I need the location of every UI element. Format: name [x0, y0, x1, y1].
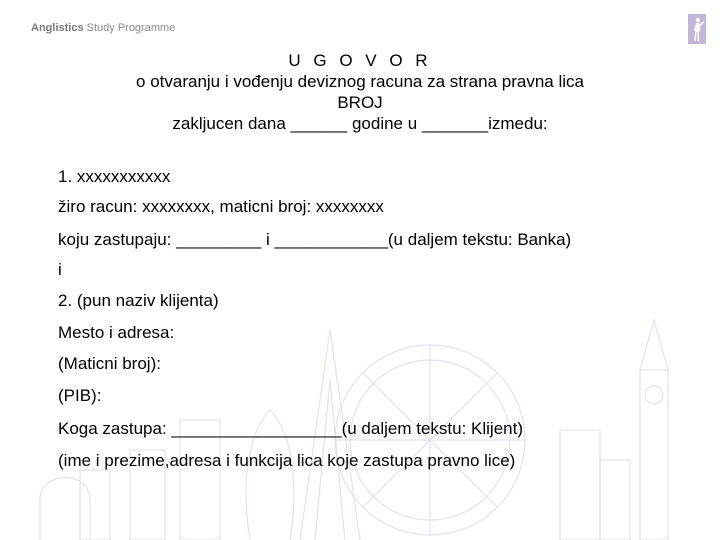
tax-id-line: (PIB):	[58, 386, 102, 405]
party-two-name: 2. (pun naziv klijenta)	[58, 291, 219, 310]
brand-name: Anglistics	[31, 22, 84, 34]
representative-details-line: (ime i prezime,adresa i funkcija lica koje zastupa pravno lice)	[58, 451, 516, 470]
document-title-block	[0, 50, 720, 134]
document-title: U G O V O R	[288, 51, 432, 70]
document-number: BROJ	[337, 93, 383, 112]
document-date-line: zakljucen dana ______ godine u _______izmedu:	[172, 114, 548, 133]
account-line: žiro racun: xxxxxxxx, maticni broj: xxxxxxxx	[58, 197, 384, 216]
document-subtitle: o otvaranju i vođenju deviznog racuna za strana pravna lica	[136, 72, 584, 91]
representatives-line: koju zastupaju: _________ i ____________(u daljem tekstu: Banka)	[58, 230, 572, 249]
figure-silhouette-icon	[688, 14, 706, 44]
party-one-name: 1. xxxxxxxxxxx	[58, 167, 171, 186]
registration-number-line: (Maticni broj):	[58, 354, 161, 373]
address-line: Mesto i adresa:	[58, 323, 175, 342]
conjunction-line: i	[58, 260, 62, 279]
brand-header	[31, 22, 175, 34]
represented-by-line: Koga zastupa: __________________(u daljem tekstu: Klijent)	[58, 419, 524, 438]
brand-subtitle: Study Programme	[83, 22, 176, 34]
